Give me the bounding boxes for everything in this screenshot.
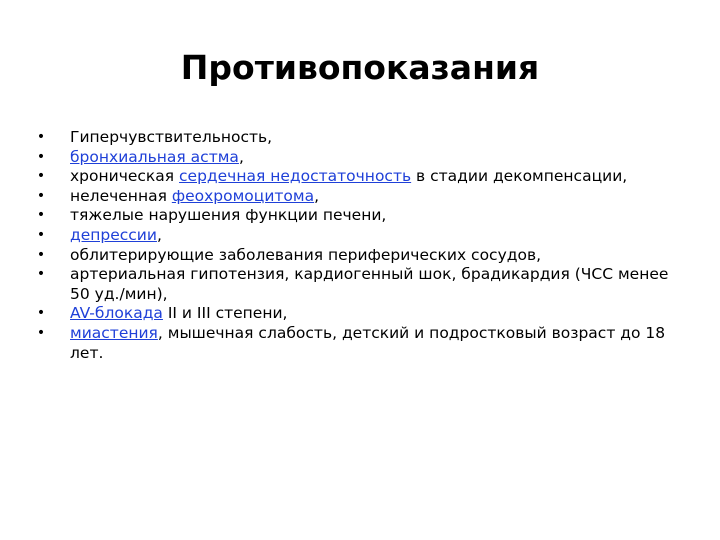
list-item — [36, 186, 670, 207]
bullet-icon: • — [36, 266, 46, 283]
item-text-after: , — [314, 186, 320, 205]
bullet-icon: • — [36, 226, 46, 243]
list-item — [36, 245, 670, 266]
slide-title: Противопоказания — [180, 48, 540, 87]
bullet-icon: • — [36, 129, 46, 145]
item-link[interactable]: миастения — [70, 323, 158, 342]
item-text-after: , мышечная слабость, детский и подростковый возраст до 18 лет. — [70, 323, 666, 362]
list-item — [36, 147, 670, 168]
list-item — [36, 304, 670, 324]
bullet-icon: • — [36, 324, 46, 341]
bullet-icon: • — [36, 207, 46, 224]
item-link[interactable]: феохромоцитома — [171, 186, 315, 205]
item-link[interactable]: депрессии — [70, 225, 157, 244]
list-item — [36, 225, 670, 246]
bullet-icon: • — [36, 246, 46, 263]
item-text: Гиперчувствительность, — [70, 128, 273, 146]
item-text: артериальная гипотензия, кардиогенный шок, брадикардия (ЧСС менее 50 уд./мин), — [70, 265, 669, 303]
item-text-after: , — [156, 225, 162, 244]
bullet-icon: • — [36, 168, 46, 185]
item-link[interactable]: сердечная недостаточность — [179, 167, 412, 186]
item-link[interactable]: бронхиальная астма — [70, 147, 239, 166]
item-text-after: в стадии декомпенсации, — [411, 167, 628, 186]
contraindications-list — [36, 128, 670, 363]
item-text: тяжелые нарушения функции печени, — [70, 206, 387, 225]
list-item — [36, 323, 670, 363]
item-link[interactable]: AV-блокада — [70, 304, 163, 323]
item-text-after: , — [238, 147, 244, 166]
list-item — [36, 206, 670, 226]
item-text: облитерирующие заболевания периферических сосудов, — [70, 245, 542, 264]
bullet-icon: • — [36, 187, 46, 204]
item-text: хроническая — [70, 167, 180, 186]
list-item — [36, 128, 670, 148]
bullet-icon: • — [36, 148, 46, 165]
bullet-icon: • — [36, 305, 46, 322]
list-item — [36, 265, 670, 304]
item-text-after: II и III степени, — [162, 304, 288, 323]
list-item — [36, 167, 670, 187]
item-text: нелеченная — [70, 186, 172, 205]
